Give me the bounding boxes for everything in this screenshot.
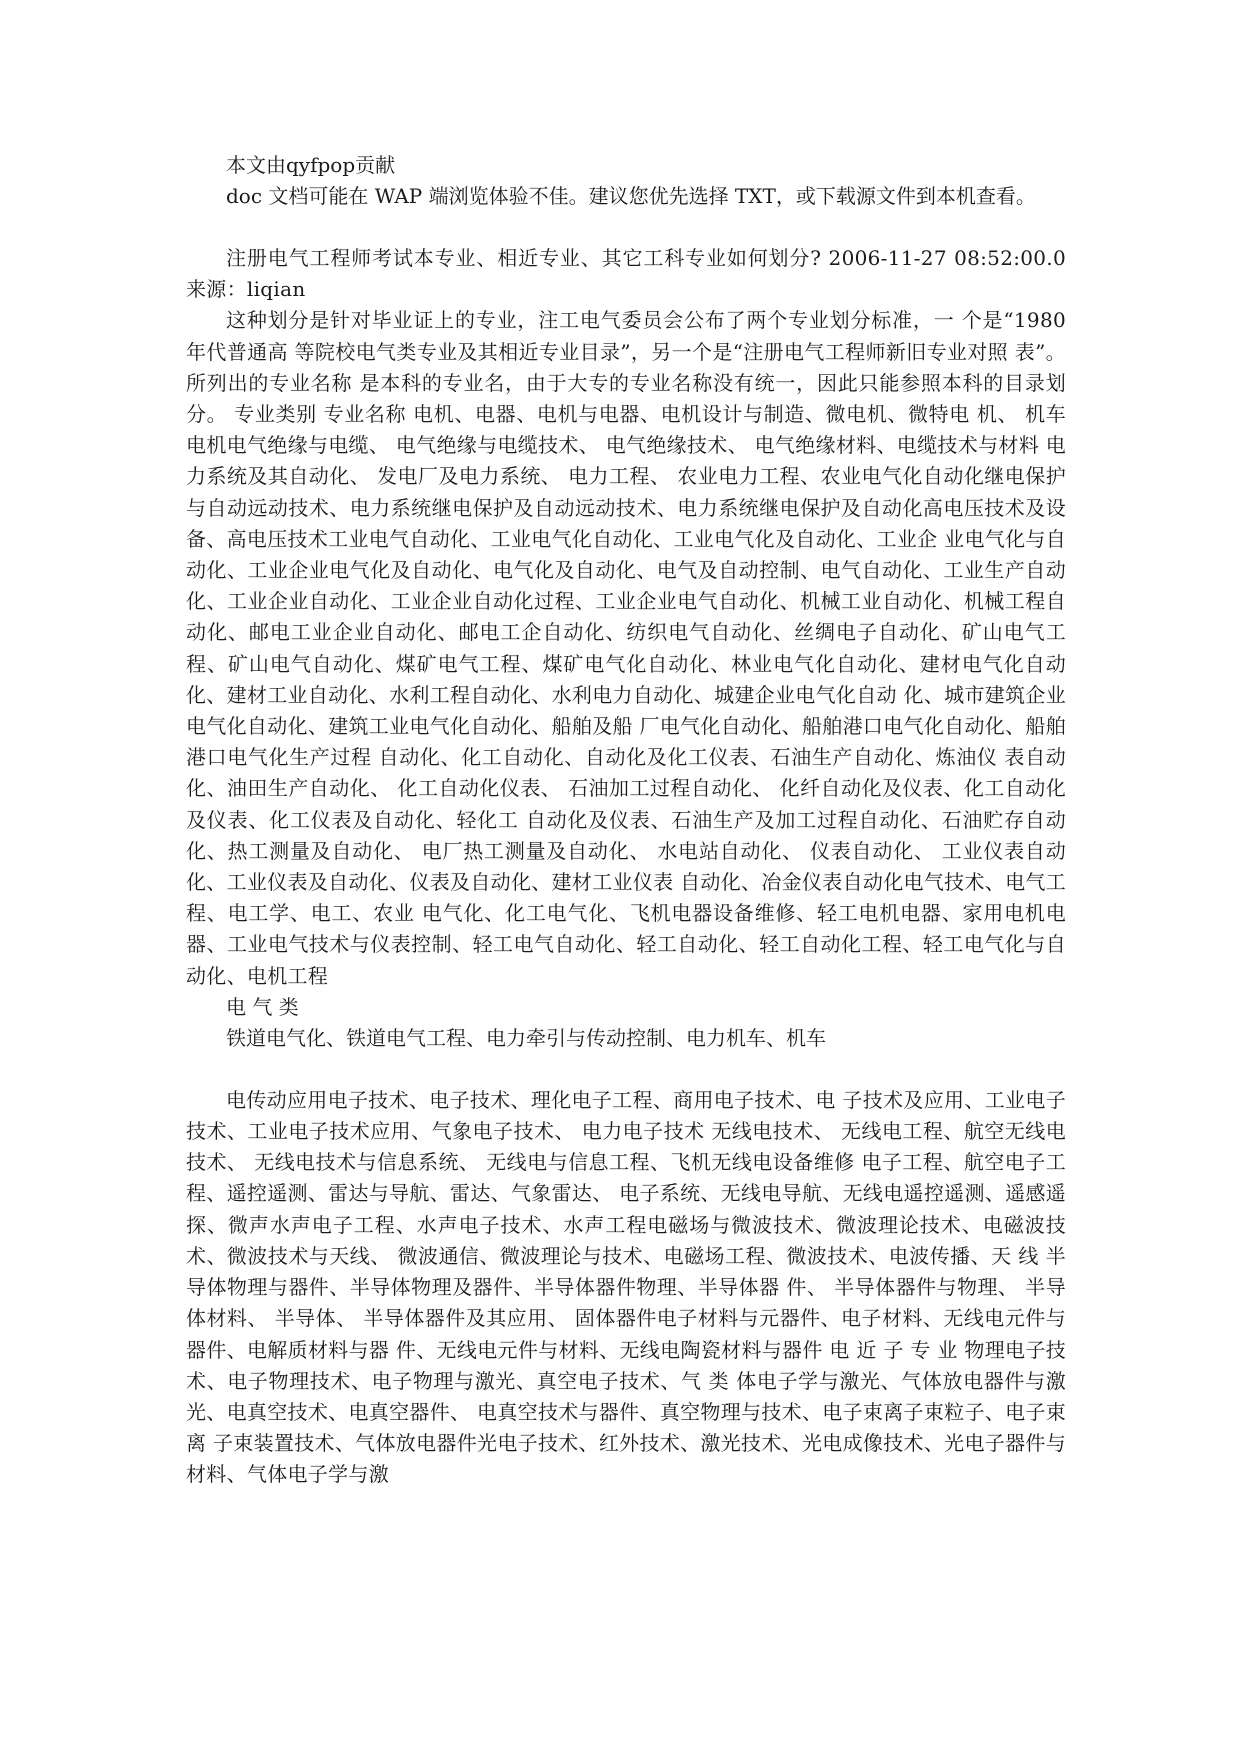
notice-line: doc 文档可能在 WAP 端浏览体验不佳。建议您优先选择 TXT，或下载源文件到本机查看。	[226, 184, 1036, 208]
paragraph-electronics-majors: 电传动应用电子技术、电子技术、理化电子工程、商用电子技术、电 子技术及应用、工业电子技术、工业电子技术应用、气象电子技术、 电力电子技术 无线电技术、 无线电工程、航空无线电技术、 无线电技术与信息系统、 无线电与信息工程、飞机无线电设备维修 电子工程、航空电子工程、遥控遥测、雷达与导航、雷达、气象雷达、 电子系统、无线电导航、无线电遥控遥测、遥感遥探、微声水声电子工程、水声电子技术、水声工程电磁场与微波技术、微波理论技术、电磁波技术、微波技术与天线、 微波通信、微波理论与技术、电磁场工程、微波技术、电波传播、天 线 半导体物理与器件、半导体物理及器件、半导体器件物理、半导体器 件、 半导体器件与物理、 半导体材料、 半导体、 半导体器件及其应用、 固体器件电子材料与元器件、电子材料、无线电元件与器件、电解质材料与器 件、无线电元件与材料、无线电陶瓷材料与器件 电 近 子 专 业 物理电子技术、电子物理技术、电子物理与激光、真空电子技术、气 类 体电子学与激光、气体放电器件与激光、电真空技术、电真空器件、 电真空技术与器件、真空物理与技术、电子束离子束粒子、电子束离 子束装置技术、气体放电器件光电子技术、红外技术、激光技术、光电成像技术、光电子器件与材料、气体电子学与激	[186, 1087, 1066, 1487]
contributor-line: 本文由qyfpop贡献	[226, 153, 396, 177]
paragraph-electrical-majors: 这种划分是针对毕业证上的专业，注工电气委员会公布了两个专业划分标准，一 个是“1980 年代普通高 等院校电气类专业及其相近专业目录”，另一个是“注册电气工程师新旧专业对照 表”。所列出的专业名称 是本科的专业名，由于大专的专业名称没有统一，因此只能参照本科的目录划分。 专业类别 专业名称 电机、电器、电机与电器、电机设计与制造、微电机、微特电 机、 机车电机电气绝缘与电缆、 电气绝缘与电缆技术、 电气绝缘技术、 电气绝缘材料、电缆技术与材料 电力系统及其自动化、 发电厂及电力系统、 电力工程、 农业电力工程、农业电气化自动化继电保护与自动远动技术、电力系统继电保护及自动远动技术、电力系统继电保护及自动化高电压技术及设备、高电压技术工业电气自动化、工业电气化自动化、工业电气化及自动化、工业企 业电气化与自动化、工业企业电气化及自动化、电气化及自动化、电气及自动控制、电气自动化、工业生产自动化、工业企业自动化、工业企业自动化过程、工业企业电气自动化、机械工业自动化、机械工程自动化、邮电工业企业自动化、邮电工企自动化、纺织电气自动化、丝绸电子自动化、矿山电气工程、矿山电气自动化、煤矿电气工程、煤矿电气化自动化、林业电气化自动化、建材电气化自动化、建材工业自动化、水利工程自动化、水利电力自动化、城建企业电气化自动 化、城市建筑企业电气化自动化、建筑工业电气化自动化、船舶及船 厂电气化自动化、船舶港口电气化自动化、船舶港口电气化生产过程 自动化、化工自动化、自动化及化工仪表、石油生产自动化、炼油仪 表自动化、油田生产自动化、 化工自动化仪表、 石油加工过程自动化、 化纤自动化及仪表、化工自动化及仪表、化工仪表及自动化、轻化工 自动化及仪表、石油生产及加工过程自动化、石油贮存自动化、热工测量及自动化、 电厂热工测量及自动化、 水电站自动化、 仪表自动化、 工业仪表自动化、工业仪表及自动化、仪表及自动化、建材工业仪表 自动化、冶金仪表自动化电气技术、电气工程、电工学、电工、农业 电气化、化工电气化、飞机电器设备维修、轻工电机电器、家用电机电器、工业电气技术与仪表控制、轻工电气自动化、轻工自动化、轻工自动化工程、轻工电气化与自动化、电机工程	[186, 308, 1066, 988]
document-content	[186, 150, 1066, 1491]
category-label: 电 气 类	[226, 994, 299, 1019]
spacer	[186, 212, 1066, 243]
document-heading: 注册电气工程师考试本专业、相近专业、其它工科专业如何划分? 2006-11-27 08:52:00.0 来源：liqian	[186, 246, 1066, 302]
spacer	[186, 1054, 1066, 1085]
railway-line: 铁道电气化、铁道电气工程、电力牵引与传动控制、电力机车、机车	[226, 1025, 826, 1050]
